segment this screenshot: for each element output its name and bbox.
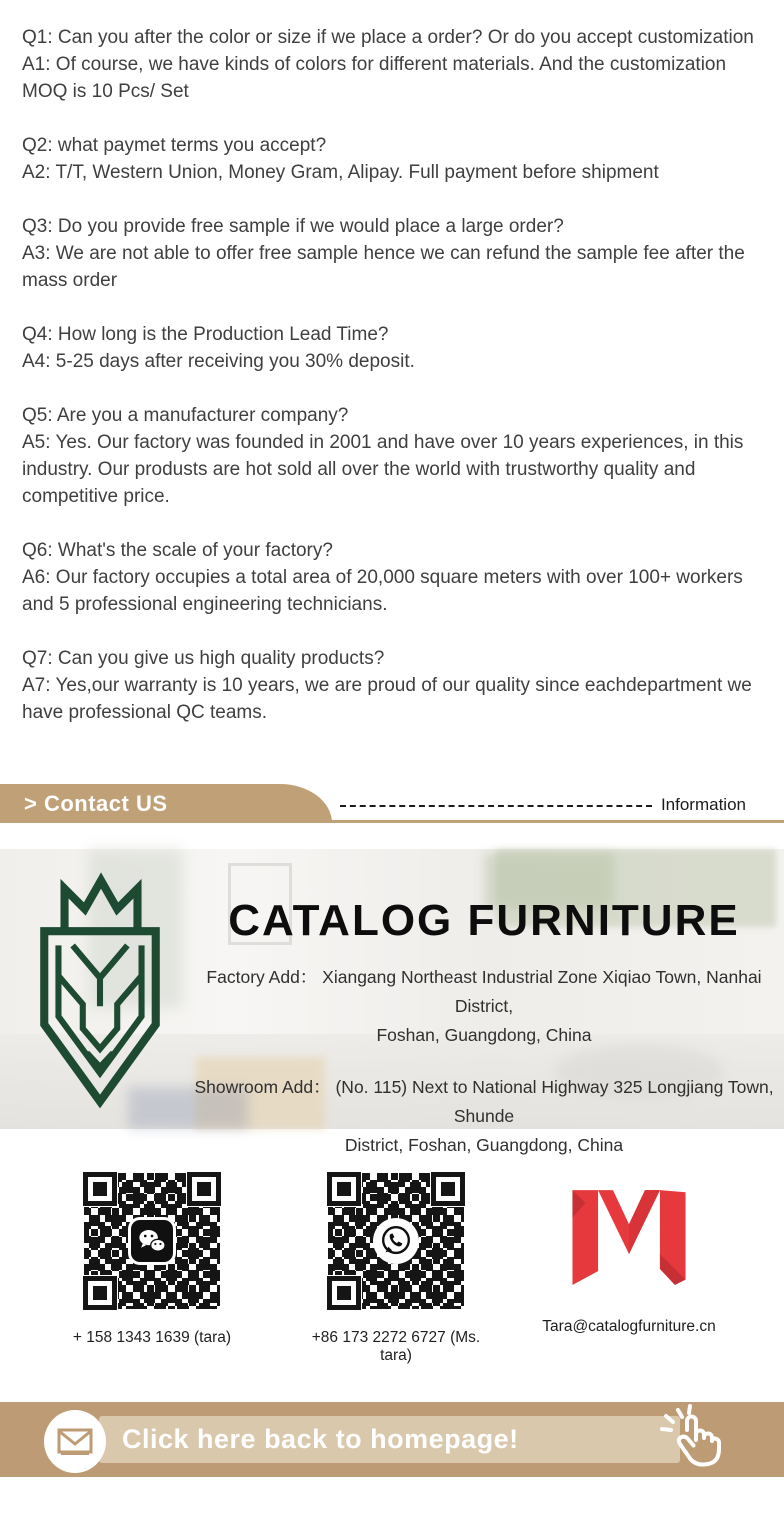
faq-answer: A6: Our factory occupies a total area of 20,000 square meters with over 100+ workers and 5 professional engineering technicians. (22, 567, 743, 615)
faq-question: Q3: Do you provide free sample if we would place a large order? (22, 216, 564, 237)
qr-finder-icon (82, 1275, 118, 1311)
company-name: CATALOG FURNITURE (228, 896, 740, 945)
faq-question: Q7: Can you give us high quality products? (22, 648, 385, 669)
faq-item (22, 213, 768, 294)
wechat-icon (131, 1220, 173, 1262)
wechat-contact (64, 1163, 240, 1347)
faq-item (22, 645, 768, 726)
m-email-logo-icon (549, 1175, 709, 1299)
wechat-phone-number: + 158 1343 1639 (tara) (72, 1329, 232, 1346)
email-contact (524, 1163, 734, 1336)
contact-us-tab: > Contact US (0, 784, 332, 823)
catalog-crest-logo-icon (24, 861, 176, 1117)
faq-item (22, 321, 768, 375)
whatsapp-contact (300, 1163, 492, 1365)
whatsapp-qr-code-icon (322, 1167, 470, 1315)
back-to-homepage-button[interactable] (0, 1402, 784, 1477)
click-hand-icon (654, 1402, 736, 1480)
faq-answer: A4: 5-25 days after receiving you 30% deposit. (22, 351, 415, 372)
contacts-row (0, 1163, 784, 1363)
faq-item (22, 537, 768, 618)
email-address: Tara@catalogfurniture.cn (542, 1318, 716, 1335)
wechat-qr-code-icon (78, 1167, 226, 1315)
header-rule (328, 820, 784, 823)
whatsapp-icon (373, 1218, 419, 1264)
qr-finder-icon (82, 1171, 118, 1207)
faq-question: Q2: what paymet terms you accept? (22, 135, 327, 156)
factory-address-line1: Factory Add： Xiangang Northeast Industrial Zone Xiqiao Town, Nanhai District, (206, 967, 762, 1016)
qr-finder-icon (326, 1275, 362, 1311)
footer-label: Click here back to homepage! (122, 1424, 519, 1454)
dashed-divider (340, 805, 652, 807)
faq-answer: A3: We are not able to offer free sample hence we can refund the sample fee after the mass order (22, 243, 745, 291)
faq-answer: A5: Yes. Our factory was founded in 2001 and have over 10 years experiences, in this industry. Our produsts are hot sold all over the world with trustworthy quality and competitive price. (22, 432, 744, 507)
faq-question: Q5: Are you a manufacturer company? (22, 405, 349, 426)
faq-section (22, 24, 768, 753)
faq-answer: A2: T/T, Western Union, Money Gram, Alipay. Full payment before shipment (22, 162, 659, 183)
factory-address (190, 963, 778, 1050)
faq-item (22, 132, 768, 186)
information-label: Information (660, 795, 746, 814)
qr-finder-icon (430, 1171, 466, 1207)
faq-question: Q6: What's the scale of your factory? (22, 540, 333, 561)
showroom-address-line2: District, Foshan, Guangdong, China (344, 1135, 624, 1155)
qr-finder-icon (186, 1171, 222, 1207)
faq-answer: A1: Of course, we have kinds of colors for different materials. And the customization MOQ is 10 Pcs/ Set (22, 54, 727, 102)
envelope-icon (55, 1425, 95, 1459)
faq-answer: A7: Yes,our warranty is 10 years, we are proud of our quality since eachdepartment we have professional QC teams. (22, 675, 752, 723)
factory-address-line2: Foshan, Guangdong, China (376, 1025, 592, 1045)
whatsapp-phone-number: +86 173 2272 6727 (Ms. tara) (311, 1329, 481, 1364)
envelope-badge (44, 1410, 106, 1473)
banner-content (190, 849, 778, 1160)
qr-finder-icon (326, 1171, 362, 1207)
showroom-address-line1: Showroom Add： (No. 115) Next to National Highway 325 Longjiang Town, Shunde (194, 1077, 774, 1126)
company-banner (0, 849, 784, 1155)
faq-question: Q1: Can you after the color or size if we place a order? Or do you accept customization (22, 27, 754, 48)
faq-item (22, 402, 768, 510)
faq-item (22, 24, 768, 105)
showroom-address (190, 1073, 778, 1160)
faq-question: Q4: How long is the Production Lead Time? (22, 324, 389, 345)
